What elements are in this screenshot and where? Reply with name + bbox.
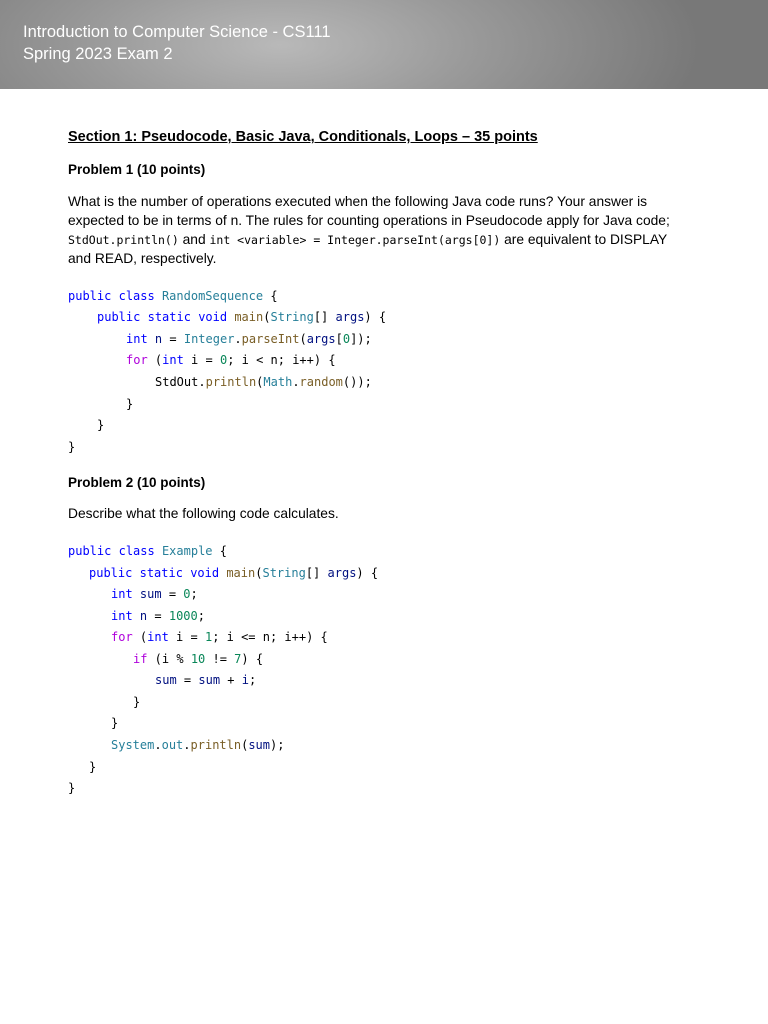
- code-line: public class Example {: [68, 544, 227, 558]
- code-line: }: [133, 695, 141, 709]
- code-line: }: [111, 716, 119, 730]
- problem-1-text-line-4: and READ, respectively.: [68, 251, 217, 266]
- problem-1-text-and: and: [178, 232, 210, 247]
- code-line: int n = Integer.parseInt(args[0]);: [126, 332, 372, 346]
- code-line: public static void main(String[] args) {: [97, 310, 387, 324]
- problem-2-title: Problem 2 (10 points): [68, 475, 206, 490]
- course-title: Introduction to Computer Science - CS111: [23, 23, 331, 41]
- inline-code-parseint: int <variable> = Integer.parseInt(args[0]): [209, 233, 501, 247]
- code-line: public static void main(String[] args) {: [89, 566, 379, 580]
- code-line: }: [97, 418, 105, 432]
- code-line: }: [68, 440, 76, 454]
- problem-1-text-line-1: What is the number of operations executed when the following Java code runs? Your answer is: [68, 194, 648, 209]
- problem-1-text-line-3: [68, 230, 667, 250]
- code-line: for (int i = 1; i <= n; i++) {: [111, 630, 328, 644]
- code-line: int sum = 0;: [111, 587, 198, 601]
- code-line: int n = 1000;: [111, 609, 205, 623]
- exam-title: Spring 2023 Exam 2: [23, 45, 173, 63]
- code-line: }: [89, 760, 97, 774]
- code-line: for (int i = 0; i < n; i++) {: [126, 353, 336, 367]
- code-line: if (i % 10 != 7) {: [133, 652, 264, 666]
- code-line: System.out.println(sum);: [111, 738, 285, 752]
- problem-1-text-line-2: expected to be in terms of n. The rules for counting operations in Pseudocode apply for Java code;: [68, 213, 670, 228]
- code-line: }: [126, 397, 134, 411]
- problem-2-text: Describe what the following code calculates.: [68, 506, 339, 521]
- code-line: public class RandomSequence {: [68, 289, 278, 303]
- document-body: [68, 0, 708, 795]
- problem-1-title: Problem 1 (10 points): [68, 162, 206, 177]
- code-line: StdOut.println(Math.random());: [155, 375, 372, 389]
- inline-code-println: StdOut.println(): [68, 233, 179, 247]
- code-line: }: [68, 781, 76, 795]
- section-title: Section 1: Pseudocode, Basic Java, Conditionals, Loops – 35 points: [68, 129, 538, 145]
- code-line: sum = sum + i;: [155, 673, 257, 687]
- problem-1-text-after: are equivalent to DISPLAY: [500, 232, 668, 247]
